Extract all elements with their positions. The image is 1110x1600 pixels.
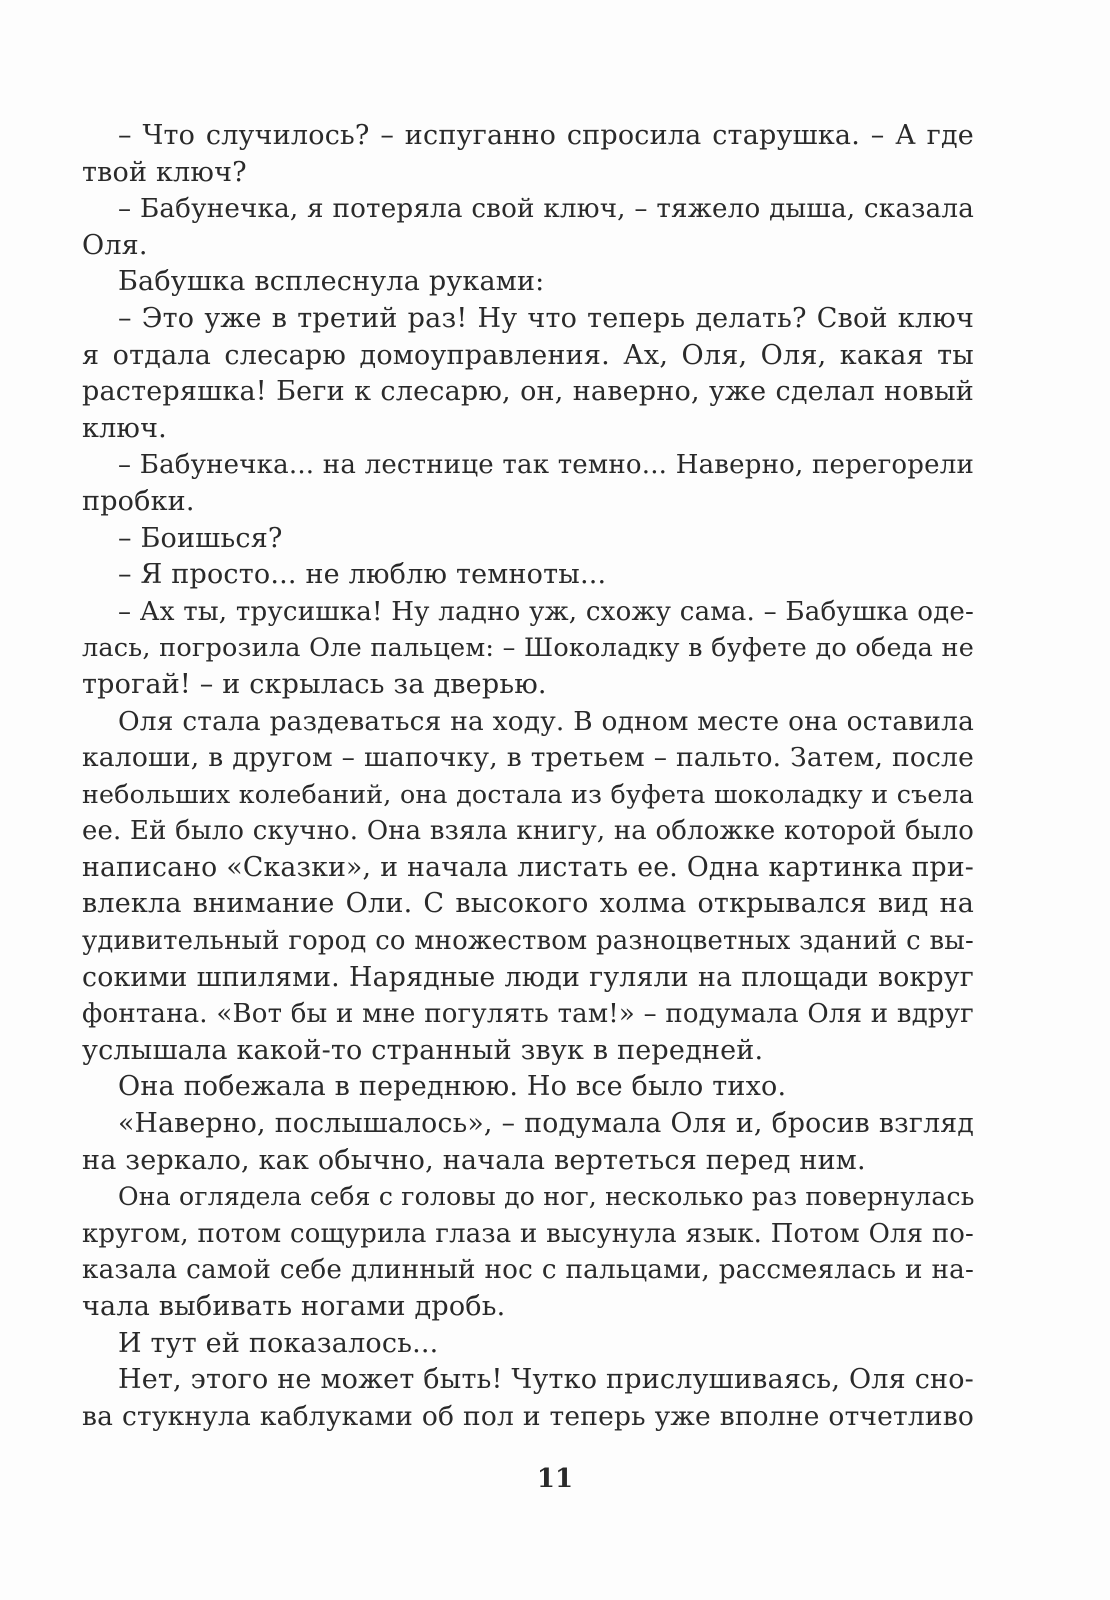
text-line: – Я просто... не люблю темноты... [118, 559, 607, 591]
text-line: я отдала слесарю домоуправления. Ах, Оля, Оля, какая ты [82, 339, 974, 371]
text-line: – Это уже в третий раз! Ну что теперь делать? Свой ключ [118, 302, 974, 334]
text-line: сокими шпилями. Нарядные люди гуляли на площади вокруг [82, 961, 974, 993]
text-line: Оля. [82, 229, 148, 261]
text-line: И тут ей показалось... [118, 1327, 439, 1359]
text-line: Бабушка всплеснула руками: [118, 266, 545, 298]
text-line: фонтана. «Вот бы и мне погулять там!» – подумала Оля и вдруг [82, 999, 974, 1030]
text-line: ключ. [82, 412, 167, 444]
text-line: Нет, этого не может быть! Чутко прислушиваясь, Оля сно- [118, 1364, 974, 1396]
text-line: «Наверно, послышалось», – подумала Оля и, бросив взгляд [118, 1108, 974, 1140]
text-line: кругом, потом сощурила глаза и высунула язык. Потом Оля по- [82, 1218, 974, 1249]
text-line: на зеркало, как обычно, начала вертеться перед ним. [82, 1144, 866, 1176]
text-line: – Ах ты, трусишка! Ну ладно уж, схожу сама. – Бабушка оде- [118, 596, 974, 627]
page-body-text [82, 118, 974, 1435]
text-line: растеряшка! Беги к слесарю, он, наверно, уже сделал новый [82, 376, 974, 408]
text-line: трогай! – и скрылась за дверью. [82, 668, 547, 700]
text-line: казала самой себе длинный нос с пальцами, рассмеялась и на- [82, 1255, 974, 1286]
page-number: 11 [536, 1464, 574, 1494]
text-line: лась, погрозила Оле пальцем: – Шоколадку в буфете до обеда не [82, 633, 974, 664]
text-line: услышала какой-то странный звук в передней. [82, 1034, 764, 1066]
text-line: – Бабунечка... на лестнице так темно... Наверно, перегорели [118, 450, 974, 481]
text-line: – Бабунечка, я потеряла свой ключ, – тяжело дыша, сказала [118, 194, 974, 225]
text-line: – Боишься? [118, 522, 283, 554]
text-line: написано «Сказки», и начала листать ее. Одна картинка при- [82, 851, 974, 883]
text-line: Оля стала раздеваться на ходу. В одном месте она оставила [118, 706, 974, 737]
text-line: чала выбивать ногами дробь. [82, 1291, 506, 1322]
text-line: влекла внимание Оли. С высокого холма открывался вид на [82, 888, 974, 920]
text-line: Она побежала в переднюю. Но все было тихо. [118, 1071, 787, 1103]
text-line: твой ключ? [82, 156, 247, 188]
text-line: калоши, в другом – шапочку, в третьем – пальто. Затем, после [82, 742, 974, 774]
text-line: – Что случилось? – испуганно спросила старушка. – А где [118, 120, 974, 151]
text-line: Она оглядела себя с головы до ног, несколько раз повернулась [118, 1182, 975, 1212]
text-line: небольших колебаний, она достала из буфета шоколадку и съела [82, 779, 974, 809]
text-line: удивительный город со множеством разноцветных зданий с вы- [82, 926, 974, 957]
text-line: ва стукнула каблуками об пол и теперь уже вполне отчетливо [82, 1400, 974, 1432]
text-line: пробки. [82, 485, 195, 517]
text-line: ее. Ей было скучно. Она взяла книгу, на обложке которой было [82, 816, 974, 847]
